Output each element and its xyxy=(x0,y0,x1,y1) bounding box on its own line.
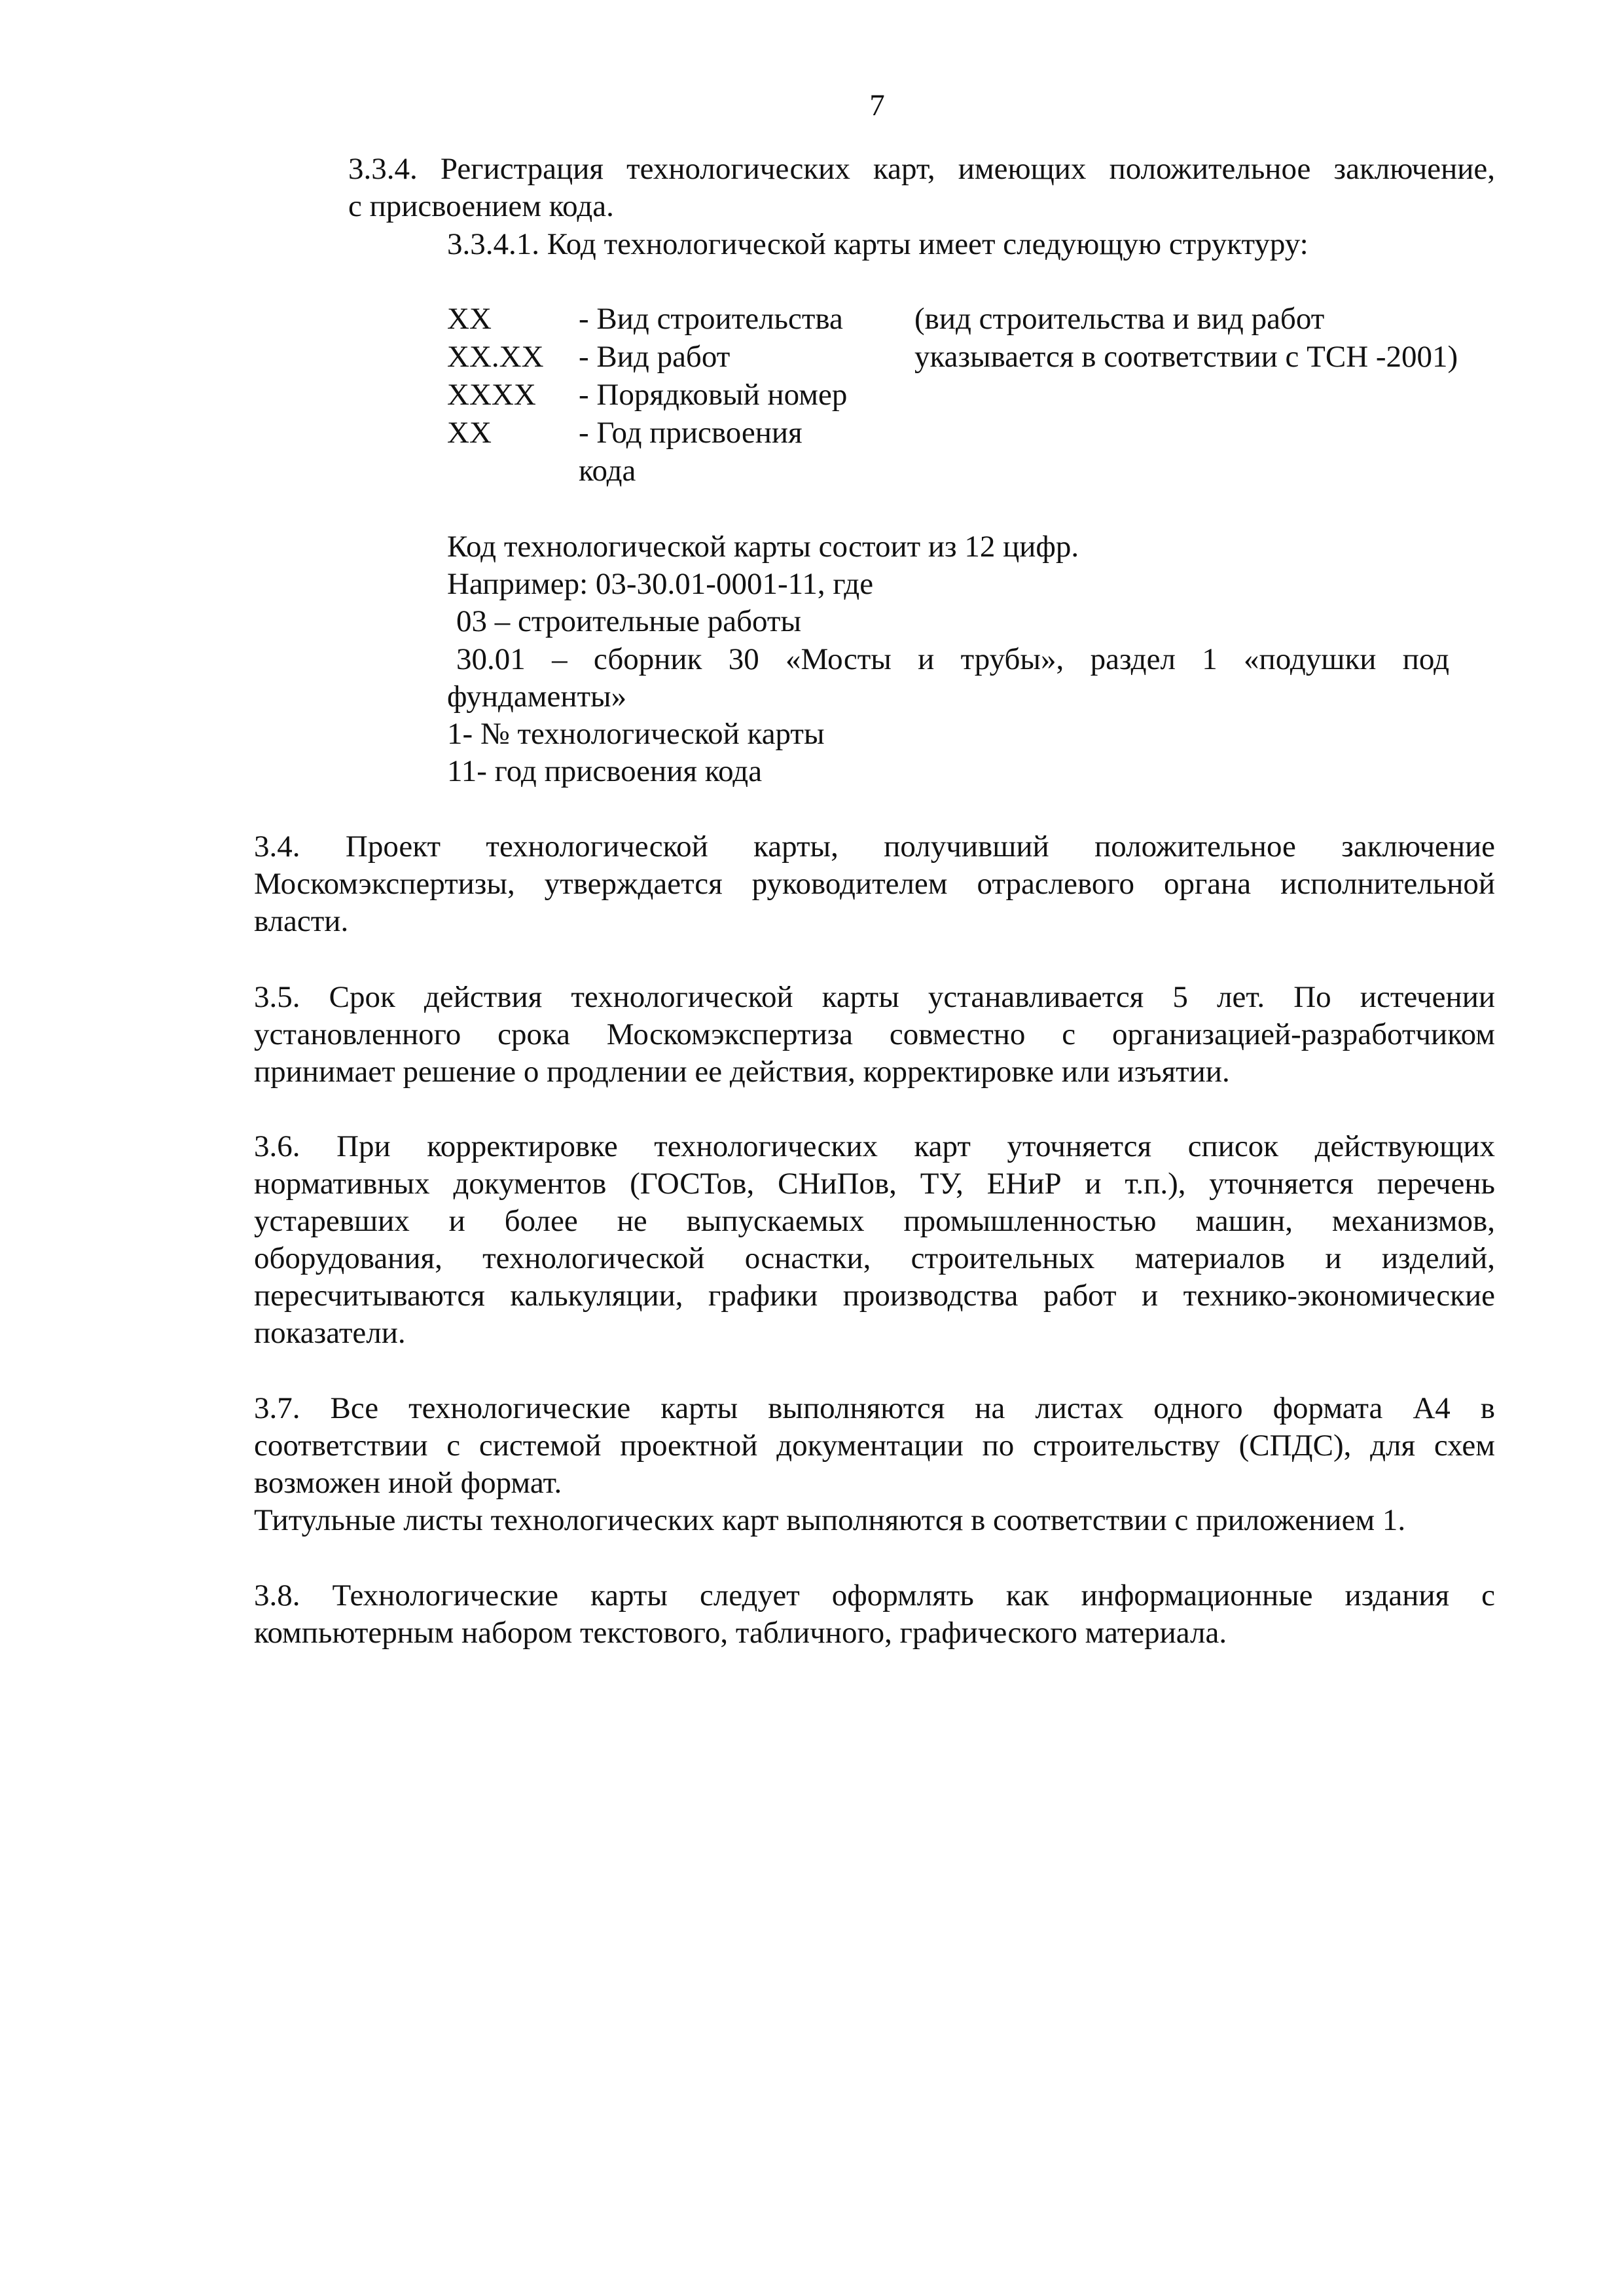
code-desc-number: - Порядковый номер xyxy=(579,378,848,412)
section-3-7-line-2: соответствии с системой проектной документации по строительству (СПДС), для схем xyxy=(254,1429,1495,1463)
code-explanation-03: 03 – строительные работы xyxy=(456,604,802,638)
code-xx-year: XX xyxy=(447,416,492,450)
section-3-7-line-3: возможен иной формат. xyxy=(254,1466,562,1500)
section-3-6-line-2: нормативных документов (ГОСТов, СНиПов, ТУ, ЕНиР и т.п.), уточняется перечень xyxy=(254,1167,1495,1201)
code-desc-year-cont: кода xyxy=(579,454,636,488)
section-3-6-line-5: пересчитываются калькуляции, графики производства работ и технико-экономические xyxy=(254,1279,1495,1313)
section-3-8-line-2: компьютерным набором текстового, табличного, графического материала. xyxy=(254,1616,1227,1650)
section-3-6-line-3: устаревших и более не выпускаемых промышленностью машин, механизмов, xyxy=(254,1204,1495,1238)
code-explanation-year: 11- год присвоения кода xyxy=(447,754,763,788)
section-3-6-line-4: оборудования, технологической оснастки, строительных материалов и изделий, xyxy=(254,1241,1495,1275)
section-3-5-line-1: 3.5. Срок действия технологической карты устанавливается 5 лет. По истечении xyxy=(254,980,1495,1014)
section-3-6-line-1: 3.6. При корректировке технологических карт уточняется список действующих xyxy=(254,1129,1495,1163)
section-3-4-line-3: власти. xyxy=(254,904,349,938)
code-desc-construction: - Вид строительства xyxy=(579,302,843,336)
code-xxxx-number: XXXX xyxy=(447,378,536,412)
section-3-3-4-line-1: 3.3.4. Регистрация технологических карт, имеющих положительное заключение, xyxy=(348,152,1495,186)
code-explanation-example: Например: 03-30.01-0001-11, где xyxy=(447,567,874,601)
code-explanation-30-01-cont: фундаменты» xyxy=(447,680,627,714)
section-3-4-line-2: Москомэкспертизы, утверждается руководителем отраслевого органа исполнительной xyxy=(254,867,1495,901)
code-explanation-line-1: Код технологической карты состоит из 12 цифр. xyxy=(447,530,1079,564)
page-number: 7 xyxy=(869,88,885,122)
code-explanation-number: 1- № технологической карты xyxy=(447,717,825,751)
code-note-line-2: указывается в соответствии с ТСН -2001) xyxy=(914,340,1458,374)
section-3-3-4-line-2: с присвоением кода. xyxy=(348,189,614,223)
section-3-5-line-2: установленного срока Москомэкспертиза совместно с организацией-разработчиком xyxy=(254,1017,1495,1051)
code-desc-year: - Год присвоения xyxy=(579,416,803,450)
section-3-4-line-1: 3.4. Проект технологической карты, получивший положительное заключение xyxy=(254,829,1495,864)
code-explanation-30-01: 30.01 – сборник 30 «Мосты и трубы», раздел 1 «подушки под xyxy=(456,642,1449,676)
code-desc-work: - Вид работ xyxy=(579,340,731,374)
section-3-6-line-6: показатели. xyxy=(254,1316,406,1350)
code-xx-construction: XX xyxy=(447,302,492,336)
code-xx-xx-work: XX.XX xyxy=(447,340,544,374)
section-3-7-line-4: Титульные листы технологических карт выполняются в соответствии с приложением 1. xyxy=(254,1503,1406,1537)
section-3-5-line-3: принимает решение о продлении ее действия, корректировке или изъятии. xyxy=(254,1055,1230,1089)
code-note-line-1: (вид строительства и вид работ xyxy=(914,302,1325,336)
section-3-7-line-1: 3.7. Все технологические карты выполняются на листах одного формата А4 в xyxy=(254,1391,1495,1425)
section-3-3-4-1-heading: 3.3.4.1. Код технологической карты имеет следующую структуру: xyxy=(447,227,1308,261)
section-3-8-line-1: 3.8. Технологические карты следует оформлять как информационные издания с xyxy=(254,1578,1495,1613)
